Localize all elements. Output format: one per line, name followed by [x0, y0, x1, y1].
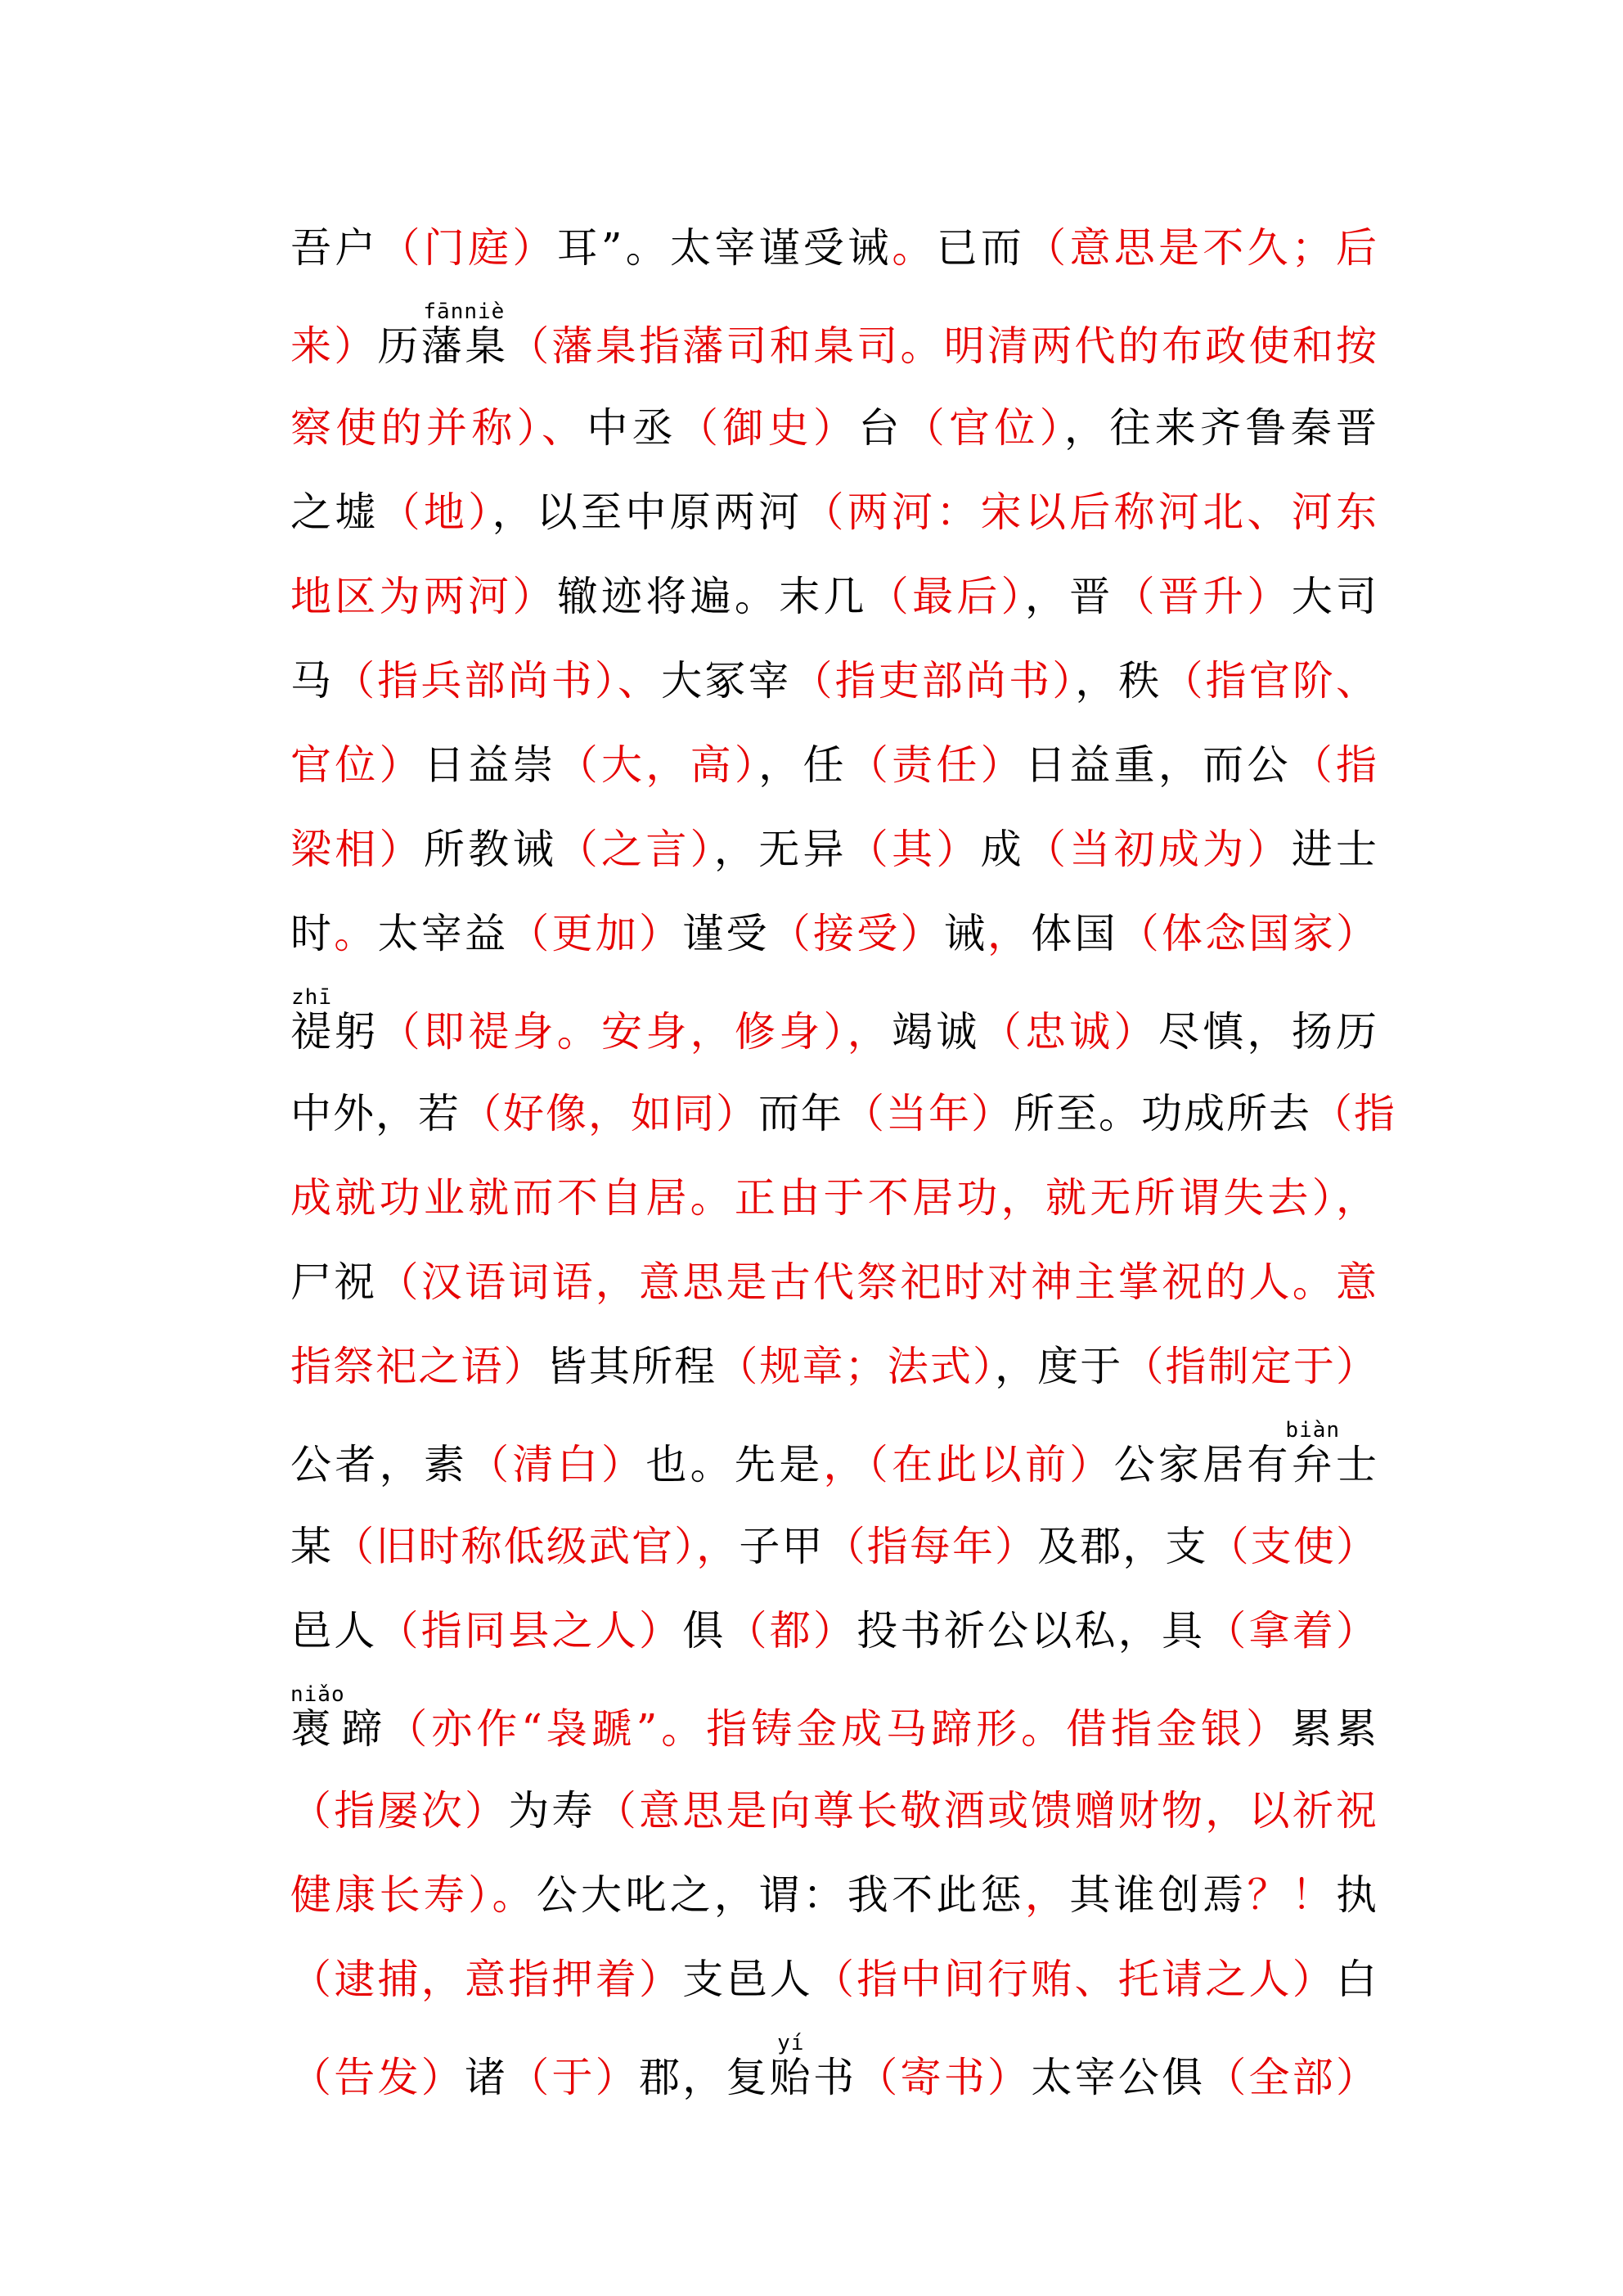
text-line	[290, 470, 1378, 555]
annotation-text: （两河：宋以后称河北、河东	[803, 488, 1379, 536]
text-line	[290, 892, 1378, 976]
body-text: ，往来齐鲁秦晋	[1064, 404, 1379, 452]
body-text: 谨受	[682, 910, 770, 957]
annotation-text: 指祭祀之语）	[290, 1343, 546, 1390]
body-text: 大冢宰	[661, 657, 792, 705]
text-line	[290, 1325, 1378, 1409]
body-text: 进士	[1291, 826, 1379, 873]
pinyin-reading: niǎo	[290, 1682, 345, 1707]
annotation-text: 官位）	[290, 741, 424, 789]
annotation-text: （当年）	[843, 1090, 1014, 1137]
annotation-text: （即禔身。安身，修身），	[379, 1008, 892, 1056]
body-text: ，无异	[713, 826, 847, 873]
body-text: 书	[813, 2054, 857, 2101]
annotation-text: （指屡次）	[290, 1787, 509, 1835]
text-line	[290, 1156, 1378, 1240]
annotation-text: 。	[892, 224, 937, 272]
annotation-text: （指官阶、	[1162, 657, 1379, 705]
annotation-text: （其）	[847, 826, 981, 873]
text-line	[290, 299, 1378, 386]
annotation-text: （官位）	[903, 404, 1065, 452]
annotation-text: （指每年）	[824, 1523, 1038, 1570]
annotation-text: （指中间行贿、托请之人）	[813, 1956, 1336, 2003]
body-text: ，度于	[995, 1343, 1123, 1390]
body-text: 公家居有	[1113, 1441, 1292, 1488]
annotation-text: （接受）	[769, 910, 944, 957]
annotation-text: （最后）	[867, 573, 1025, 620]
body-text: 尸祝	[290, 1258, 378, 1306]
body-text: 蹄	[339, 1705, 387, 1753]
annotation-text: （当初成为）	[1024, 826, 1292, 873]
annotation-text: 健康长寿）。	[290, 1871, 537, 1919]
body-text: 所教诫	[423, 826, 557, 873]
body-text: ，秩	[1075, 657, 1162, 705]
body-text: 诸	[465, 2054, 509, 2101]
annotation-text: （旧时称低级武官），	[333, 1523, 740, 1570]
annotation-text: 来）	[290, 322, 378, 370]
text-line	[290, 1072, 1396, 1156]
annotation-text: 成就功业就而不自居。正由于不居功，就无所谓失去），	[290, 1174, 1378, 1222]
pinyin-annotated-word	[769, 2031, 813, 2101]
body-text: 时	[290, 910, 335, 957]
body-text: 为寿	[508, 1787, 596, 1835]
pinyin-annotated-word	[420, 299, 509, 370]
text-line	[290, 386, 1378, 470]
annotation-text: ？！	[1247, 1871, 1337, 1919]
text-line	[290, 985, 1379, 1072]
text-line	[290, 1682, 1379, 1769]
body-text: 历	[377, 322, 421, 370]
annotation-text: （清白）	[468, 1441, 646, 1488]
body-text: 已而	[936, 224, 1026, 272]
text-line	[290, 1420, 1378, 1505]
annotation-text: （晋升）	[1113, 573, 1292, 620]
body-text: ，任	[758, 741, 847, 789]
annotation-text: （指	[1291, 741, 1379, 789]
annotation-text: 梁相）	[290, 826, 424, 873]
annotation-text: （指	[1311, 1090, 1396, 1137]
text-line	[290, 1853, 1378, 1938]
body-text: 某	[290, 1523, 334, 1570]
annotation-text: （逮捕，意指押着）	[290, 1956, 683, 2003]
body-text: 马	[290, 657, 335, 705]
body-text: 中外，若	[290, 1090, 461, 1137]
annotation-text: （大，高）	[556, 741, 759, 789]
annotation-text: （告发）	[290, 2054, 465, 2101]
ruby-base: 禔	[290, 1008, 335, 1056]
body-text: 台	[858, 404, 904, 452]
annotation-text: （全部）	[1205, 2054, 1378, 2101]
body-text: 之墟	[290, 488, 380, 536]
annotation-text: （于）	[508, 2054, 639, 2101]
annotation-text: （指兵部尚书）、	[334, 657, 662, 705]
pinyin-annotated-word	[290, 985, 335, 1056]
body-text: 也。先是	[645, 1441, 824, 1488]
pinyin-annotated-word	[1285, 1418, 1341, 1488]
body-text: 日益崇	[423, 741, 557, 789]
body-text: 累累	[1291, 1705, 1379, 1753]
body-text: 士	[1333, 1441, 1379, 1488]
annotation-text: （好像，如同）	[461, 1090, 758, 1137]
body-text: 郡，复	[639, 2054, 770, 2101]
body-text: 而年	[758, 1090, 843, 1137]
text-line	[290, 555, 1378, 639]
body-text: 俱	[682, 1607, 726, 1654]
text-line	[290, 808, 1378, 892]
pinyin-reading: zhī	[290, 985, 333, 1010]
body-text: 其谁创焉	[1069, 1871, 1248, 1919]
annotation-text: （更加）	[508, 910, 683, 957]
body-text: 皆其所程	[546, 1343, 717, 1390]
annotation-text: （忠诚）	[980, 1008, 1158, 1056]
body-text: ，以至中原两河	[492, 488, 803, 536]
body-text: 耳”。太宰谨受诫	[556, 224, 892, 272]
annotation-text: （拿着）	[1205, 1607, 1378, 1654]
body-text: 及郡，支	[1037, 1523, 1208, 1570]
annotation-text: （藩臬指藩司和臬司。明清两代的布政使和按	[508, 322, 1378, 370]
annotation-text: （汉语词语，意思是古代祭祀时对神主掌祝的人。意	[377, 1258, 1378, 1306]
body-text: 子甲	[739, 1523, 825, 1570]
annotation-text: （寄书）	[856, 2054, 1032, 2101]
body-text: 尽慎，扬历	[1158, 1008, 1379, 1056]
annotation-text: ，	[1024, 1871, 1070, 1919]
body-text: 日益重，而公	[1024, 741, 1292, 789]
body-text: 辙迹将遍。末几	[556, 573, 868, 620]
text-line	[290, 1240, 1378, 1325]
body-text: 成	[980, 826, 1025, 873]
annotation-text: ，（在此以前）	[823, 1441, 1114, 1488]
body-text: 白	[1336, 1956, 1378, 2003]
text-line	[290, 2033, 1378, 2118]
body-text: 吾户	[290, 224, 380, 272]
text-line	[290, 1938, 1378, 2022]
body-text: 所至。功成所去	[1014, 1090, 1311, 1137]
annotation-text: （规章；法式）	[717, 1343, 996, 1390]
text-line	[290, 1505, 1378, 1589]
annotation-text: （之言）	[556, 826, 714, 873]
body-text: 太宰公俱	[1031, 2054, 1206, 2101]
annotation-text: （体念国家）	[1117, 910, 1378, 957]
annotation-text: （都）	[726, 1607, 857, 1654]
text-line	[290, 1769, 1378, 1853]
ruby-base: 褭	[290, 1705, 345, 1753]
body-text: 公者，素	[290, 1441, 469, 1488]
body-text: 中丞	[587, 404, 678, 452]
body-text: 诫	[943, 910, 987, 957]
annotation-text: （门庭）	[379, 224, 557, 272]
body-text: 支邑人	[682, 1956, 813, 2003]
body-text: 躬	[335, 1008, 380, 1056]
body-text: 公大叱之，谓：我不此惩	[536, 1871, 1025, 1919]
annotation-text: （意思是不久；后	[1025, 224, 1379, 272]
annotation-text: （意思是向尊长敬酒或馈赠财物，以祈祝	[595, 1787, 1378, 1835]
annotation-text: （指吏部尚书）	[791, 657, 1076, 705]
text-line	[290, 1589, 1378, 1673]
annotation-text: （地）	[379, 488, 492, 536]
body-text: 大司	[1291, 573, 1379, 620]
annotation-text: （责任）	[847, 741, 1025, 789]
text-line	[290, 206, 1378, 290]
annotation-text: （御史）	[677, 404, 859, 452]
body-text: ，晋	[1024, 573, 1114, 620]
text-line	[290, 723, 1378, 808]
pinyin-reading: yí	[769, 2031, 812, 2055]
pinyin-annotated-word	[290, 1682, 345, 1753]
body-text: 投书祈公以私，具	[856, 1607, 1206, 1654]
annotation-text: 察使的并称）、	[290, 404, 587, 452]
ruby-base: 弁	[1285, 1441, 1341, 1488]
ruby-base: 贻	[769, 2054, 813, 2101]
annotation-text: （亦作“袅蹏”。指铸金成马蹄形。借指金银）	[386, 1705, 1292, 1753]
annotation-text: （指同县之人）	[377, 1607, 683, 1654]
body-text: 邑人	[290, 1607, 378, 1654]
document-page	[290, 206, 1396, 2118]
ruby-base: 藩臬	[420, 322, 509, 370]
annotation-text: （指制定于）	[1122, 1343, 1379, 1390]
body-text: 体国	[1031, 910, 1118, 957]
annotation-text: ，	[987, 910, 1032, 957]
text-line	[290, 639, 1378, 723]
annotation-text: 地区为两河）	[290, 573, 557, 620]
pinyin-reading: fānniè	[420, 299, 507, 324]
pinyin-reading: biàn	[1285, 1418, 1341, 1443]
body-text: 执	[1336, 1871, 1379, 1919]
body-text: 竭诚	[892, 1008, 981, 1056]
body-text: 太宰益	[377, 910, 509, 957]
annotation-text: （支使）	[1207, 1523, 1379, 1570]
annotation-text: 。	[334, 910, 378, 957]
